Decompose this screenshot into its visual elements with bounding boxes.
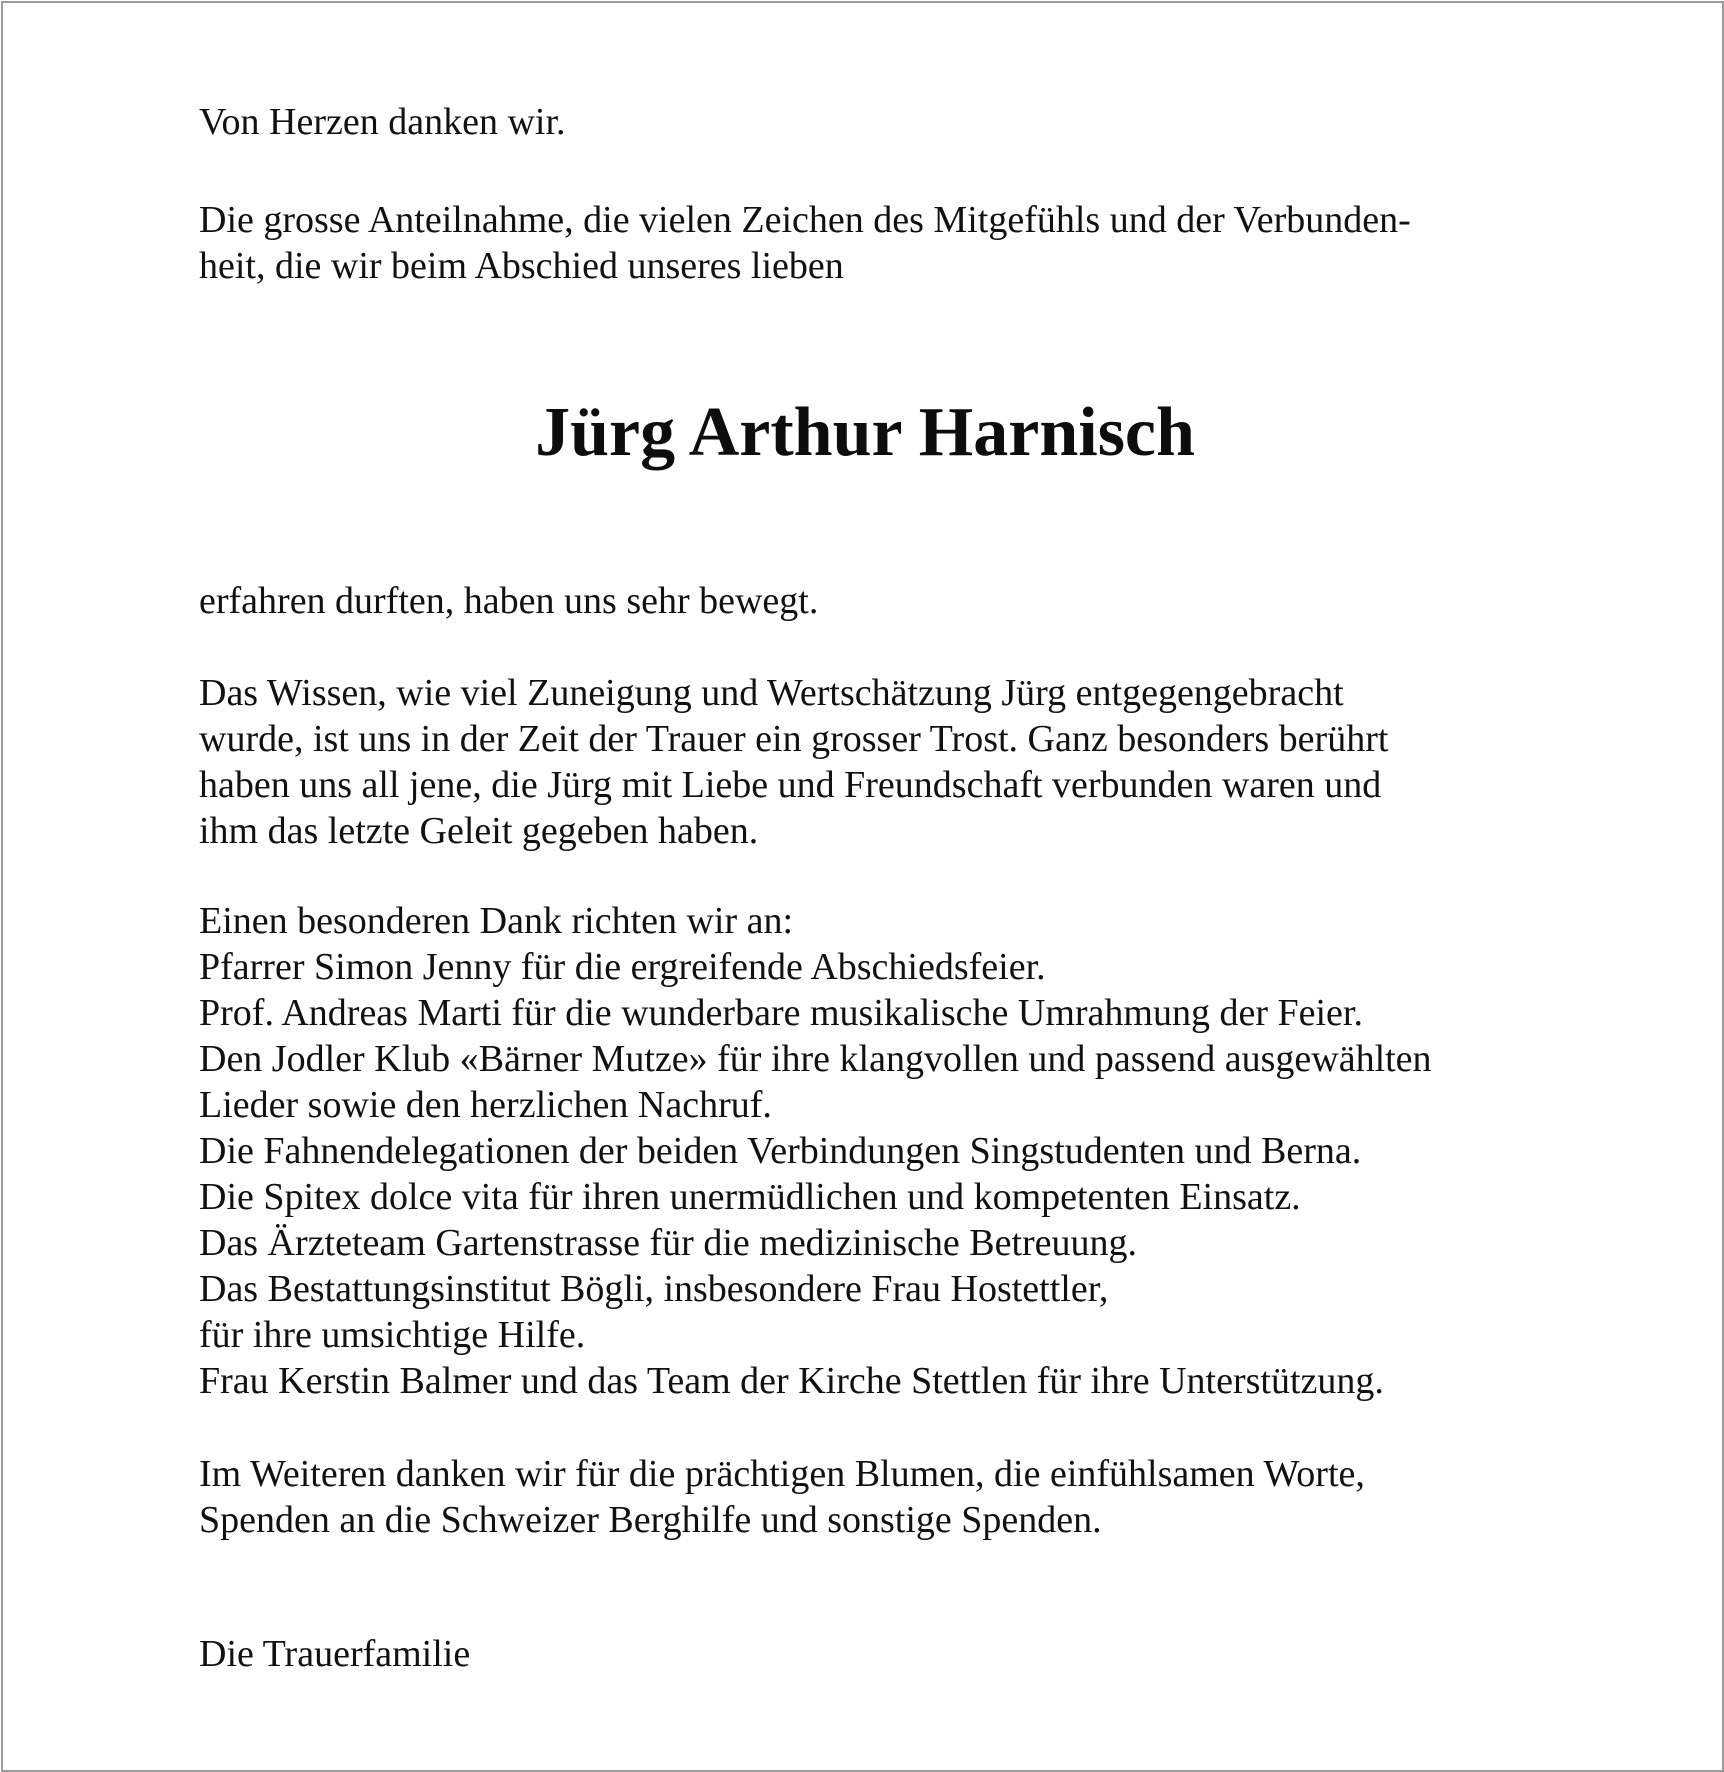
- notice-frame: [1, 1, 1724, 1772]
- thanks-item: Das Ärzteteam Gartenstrasse für die medizinische Betreuung.: [199, 1222, 1138, 1264]
- closing-line: Im Weiteren danken wir für die prächtigen Blumen, die einfühlsamen Worte,: [199, 1453, 1365, 1495]
- intro-line: heit, die wir beim Abschied unseres lieben: [199, 245, 844, 287]
- after-name-text: erfahren durften, haben uns sehr bewegt.: [199, 580, 819, 622]
- thanks-item: Prof. Andreas Marti für die wunderbare musikalische Umrahmung der Feier.: [199, 992, 1363, 1034]
- signature: Die Trauerfamilie: [199, 1633, 471, 1675]
- paragraph-line: Das Wissen, wie viel Zuneigung und Wertschätzung Jürg entgegengebracht: [199, 672, 1344, 714]
- intro-paragraph: [199, 197, 1411, 289]
- thanks-item: Die Spitex dolce vita für ihren unermüdlichen und kompetenten Einsatz.: [199, 1176, 1301, 1218]
- thanks-item: Das Bestattungsinstitut Bögli, insbesondere Frau Hostettler,: [199, 1268, 1109, 1310]
- paragraph-line: haben uns all jene, die Jürg mit Liebe und Freundschaft verbunden waren und: [199, 764, 1382, 806]
- thanks-list: [199, 898, 1432, 1404]
- thanks-item: Den Jodler Klub «Bärner Mutze» für ihre klangvollen und passend ausgewählten: [199, 1038, 1432, 1080]
- closing-paragraph: [199, 1451, 1365, 1543]
- thanks-item: Pfarrer Simon Jenny für die ergreifende Abschiedsfeier.: [199, 946, 1046, 988]
- closing-line: Spenden an die Schweizer Berghilfe und sonstige Spenden.: [199, 1499, 1102, 1541]
- thanks-item: Die Fahnendelegationen der beiden Verbindungen Singstudenten und Berna.: [199, 1130, 1362, 1172]
- deceased-name: Jürg Arthur Harnisch: [535, 394, 1195, 471]
- paragraph-line: wurde, ist uns in der Zeit der Trauer ein grosser Trost. Ganz besonders berührt: [199, 718, 1389, 760]
- thanks-item: Frau Kerstin Balmer und das Team der Kirche Stettlen für ihre Unterstützung.: [199, 1360, 1384, 1402]
- thanks-item: für ihre umsichtige Hilfe.: [199, 1314, 586, 1356]
- paragraph-line: ihm das letzte Geleit gegeben haben.: [199, 810, 759, 852]
- condolence-paragraph: [199, 670, 1388, 854]
- thanks-heading: Einen besonderen Dank richten wir an:: [199, 900, 794, 942]
- thanks-item: Lieder sowie den herzlichen Nachruf.: [199, 1084, 772, 1126]
- greeting: Von Herzen danken wir.: [199, 101, 566, 143]
- intro-line: Die grosse Anteilnahme, die vielen Zeichen des Mitgefühls und der Verbunden-: [199, 199, 1411, 241]
